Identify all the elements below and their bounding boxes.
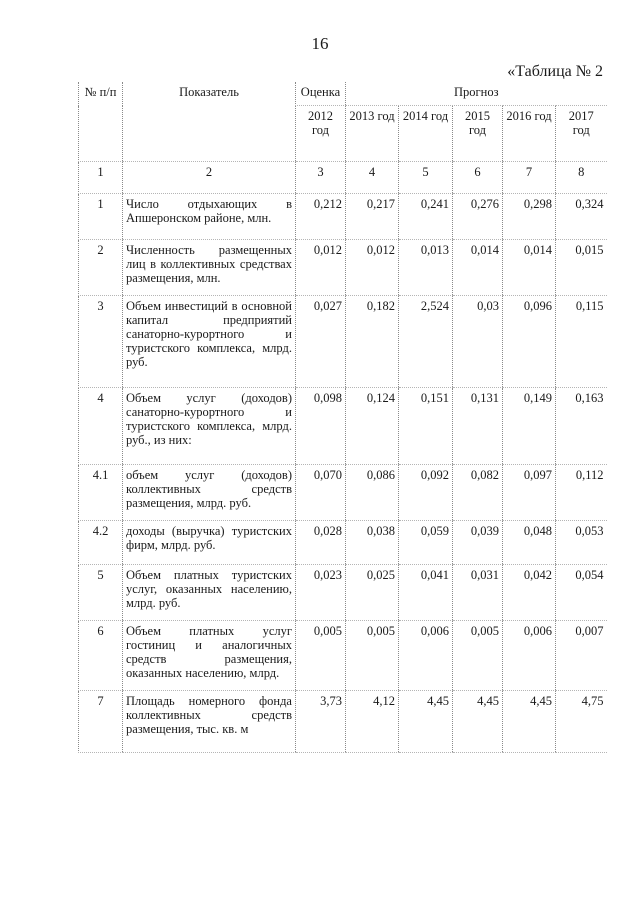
header-estimate: Оценка <box>296 82 346 106</box>
value-cell: 0,039 <box>453 521 503 565</box>
value-cell: 0,025 <box>346 565 399 621</box>
indicator-name: Объем платных туристских услуг, оказанных населению, млрд. руб. <box>123 565 296 621</box>
table-row <box>79 240 607 296</box>
value-cell: 0,038 <box>346 521 399 565</box>
row-number: 6 <box>79 621 123 691</box>
value-cell: 0,098 <box>296 388 346 465</box>
indicator-name: Объем инвестиций в основной капитал предприятий санаторно-курортного и туристского комплекса, млрд. руб. <box>123 296 296 388</box>
header-no: № п/п <box>79 82 123 162</box>
value-cell: 0,005 <box>346 621 399 691</box>
value-cell: 0,149 <box>503 388 556 465</box>
indicators-table <box>78 82 607 753</box>
indicator-name: доходы (выручка) туристских фирм, млрд. руб. <box>123 521 296 565</box>
column-numbers-row <box>79 162 607 194</box>
value-cell: 0,006 <box>503 621 556 691</box>
value-cell: 0,007 <box>556 621 607 691</box>
value-cell: 2,524 <box>399 296 453 388</box>
row-number: 2 <box>79 240 123 296</box>
value-cell: 0,027 <box>296 296 346 388</box>
table-row <box>79 621 607 691</box>
value-cell: 0,042 <box>503 565 556 621</box>
value-cell: 0,059 <box>399 521 453 565</box>
value-cell: 0,054 <box>556 565 607 621</box>
value-cell: 0,070 <box>296 465 346 521</box>
value-cell: 0,023 <box>296 565 346 621</box>
value-cell: 0,006 <box>399 621 453 691</box>
value-cell: 0,048 <box>503 521 556 565</box>
value-cell: 0,053 <box>556 521 607 565</box>
column-number: 2 <box>123 162 296 194</box>
value-cell: 0,005 <box>296 621 346 691</box>
table-row <box>79 296 607 388</box>
value-cell: 0,112 <box>556 465 607 521</box>
value-cell: 0,212 <box>296 194 346 240</box>
value-cell: 0,012 <box>296 240 346 296</box>
indicator-name: Число отдыхающих в Апшеронском районе, млн. <box>123 194 296 240</box>
column-number: 3 <box>296 162 346 194</box>
value-cell: 0,015 <box>556 240 607 296</box>
value-cell: 0,097 <box>503 465 556 521</box>
column-number: 8 <box>556 162 607 194</box>
value-cell: 0,014 <box>453 240 503 296</box>
table-row <box>79 465 607 521</box>
column-number: 4 <box>346 162 399 194</box>
value-cell: 4,45 <box>399 691 453 753</box>
table-row <box>79 691 607 753</box>
row-number: 4.1 <box>79 465 123 521</box>
indicator-name: Площадь номерного фонда коллективных средств размещения, тыс. кв. м <box>123 691 296 753</box>
row-number: 1 <box>79 194 123 240</box>
header-year: 2016 год <box>503 106 556 162</box>
value-cell: 0,005 <box>453 621 503 691</box>
row-number: 4 <box>79 388 123 465</box>
table-caption: «Таблица № 2 <box>507 63 603 80</box>
value-cell: 0,217 <box>346 194 399 240</box>
value-cell: 4,45 <box>453 691 503 753</box>
indicator-name: Объем платных услуг гостиниц и аналогичных средств размещения, оказанных населению, млрд. <box>123 621 296 691</box>
value-cell: 0,163 <box>556 388 607 465</box>
value-cell: 0,298 <box>503 194 556 240</box>
row-number: 3 <box>79 296 123 388</box>
page-number: 16 <box>311 34 329 53</box>
value-cell: 0,151 <box>399 388 453 465</box>
header-row <box>79 82 607 106</box>
indicator-name: объем услуг (доходов) коллективных средств размещения, млрд. руб. <box>123 465 296 521</box>
value-cell: 0,096 <box>503 296 556 388</box>
value-cell: 0,028 <box>296 521 346 565</box>
table-row <box>79 388 607 465</box>
header-year: 2012 год <box>296 106 346 162</box>
row-number: 5 <box>79 565 123 621</box>
value-cell: 4,45 <box>503 691 556 753</box>
row-number: 4.2 <box>79 521 123 565</box>
table-row <box>79 521 607 565</box>
indicator-name: Численность размещенных лиц в коллективных средствах размещения, млн. <box>123 240 296 296</box>
value-cell: 0,013 <box>399 240 453 296</box>
value-cell: 0,241 <box>399 194 453 240</box>
value-cell: 0,014 <box>503 240 556 296</box>
table-row <box>79 194 607 240</box>
column-number: 6 <box>453 162 503 194</box>
header-year: 2014 год <box>399 106 453 162</box>
value-cell: 0,092 <box>399 465 453 521</box>
value-cell: 0,086 <box>346 465 399 521</box>
header-indicator: Показатель <box>123 82 296 162</box>
column-number: 7 <box>503 162 556 194</box>
value-cell: 0,131 <box>453 388 503 465</box>
value-cell: 4,75 <box>556 691 607 753</box>
table-row <box>79 565 607 621</box>
indicator-name: Объем услуг (доходов) санаторно-курортного и туристского комплекса, млрд. руб., из них: <box>123 388 296 465</box>
value-cell: 0,324 <box>556 194 607 240</box>
value-cell: 0,182 <box>346 296 399 388</box>
value-cell: 0,082 <box>453 465 503 521</box>
value-cell: 0,124 <box>346 388 399 465</box>
value-cell: 0,03 <box>453 296 503 388</box>
column-number: 5 <box>399 162 453 194</box>
column-number: 1 <box>79 162 123 194</box>
value-cell: 0,031 <box>453 565 503 621</box>
value-cell: 0,115 <box>556 296 607 388</box>
value-cell: 4,12 <box>346 691 399 753</box>
value-cell: 3,73 <box>296 691 346 753</box>
row-number: 7 <box>79 691 123 753</box>
value-cell: 0,276 <box>453 194 503 240</box>
header-forecast: Прогноз <box>346 82 607 106</box>
header-year: 2015 год <box>453 106 503 162</box>
header-year: 2013 год <box>346 106 399 162</box>
header-year: 2017 год <box>556 106 607 162</box>
value-cell: 0,012 <box>346 240 399 296</box>
value-cell: 0,041 <box>399 565 453 621</box>
